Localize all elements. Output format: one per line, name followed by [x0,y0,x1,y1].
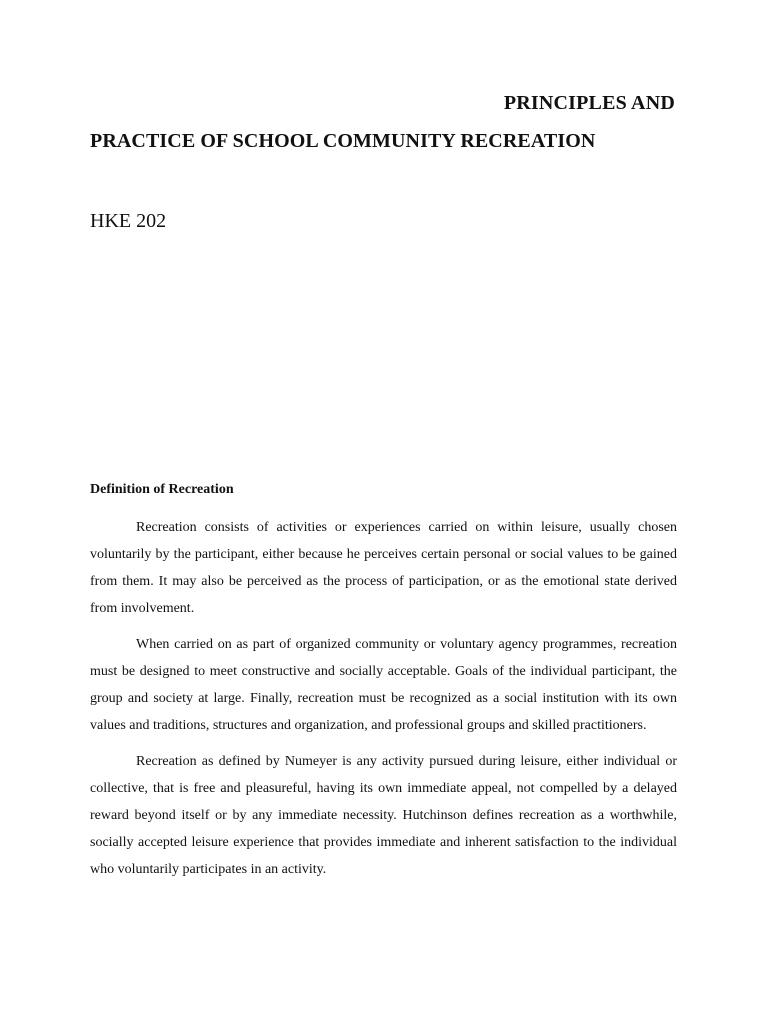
paragraph: Recreation as defined by Numeyer is any activity pursued during leisure, either individual or collective, that is free and pleasureful, having its own immediate appeal, not compelled by a delayed reward beyond itself or by any immediate necessity. Hutchinson defines recreation as a worthwhile, socially accepted leisure experience that provides immediate and inherent satisfaction to the individual who voluntarily participates in an activity. [90,754,677,877]
paragraph: When carried on as part of organized community or voluntary agency programmes, recreation must be designed to meet constructive and socially acceptable. Goals of the individual participant, the group and society at large. Finally, recreation must be recognized as a social institution with its own values and traditions, structures and organization, and professional groups and skilled practitioners. [90,637,677,733]
title-line-1: PRINCIPLES AND [503,92,675,114]
title-line-2: PRACTICE OF SCHOOL COMMUNITY RECREATION [90,130,596,152]
paragraph: Recreation consists of activities or experiences carried on within leisure, usually chosen voluntarily by the participant, either because he perceives certain personal or social values to be gained from them. It may also be perceived as the process of participation, or as the emotional state derived from involvement. [90,520,677,616]
definition-section [90,480,677,892]
section-heading: Definition of Recreation [90,482,234,497]
course-code: HKE 202 [90,210,167,232]
